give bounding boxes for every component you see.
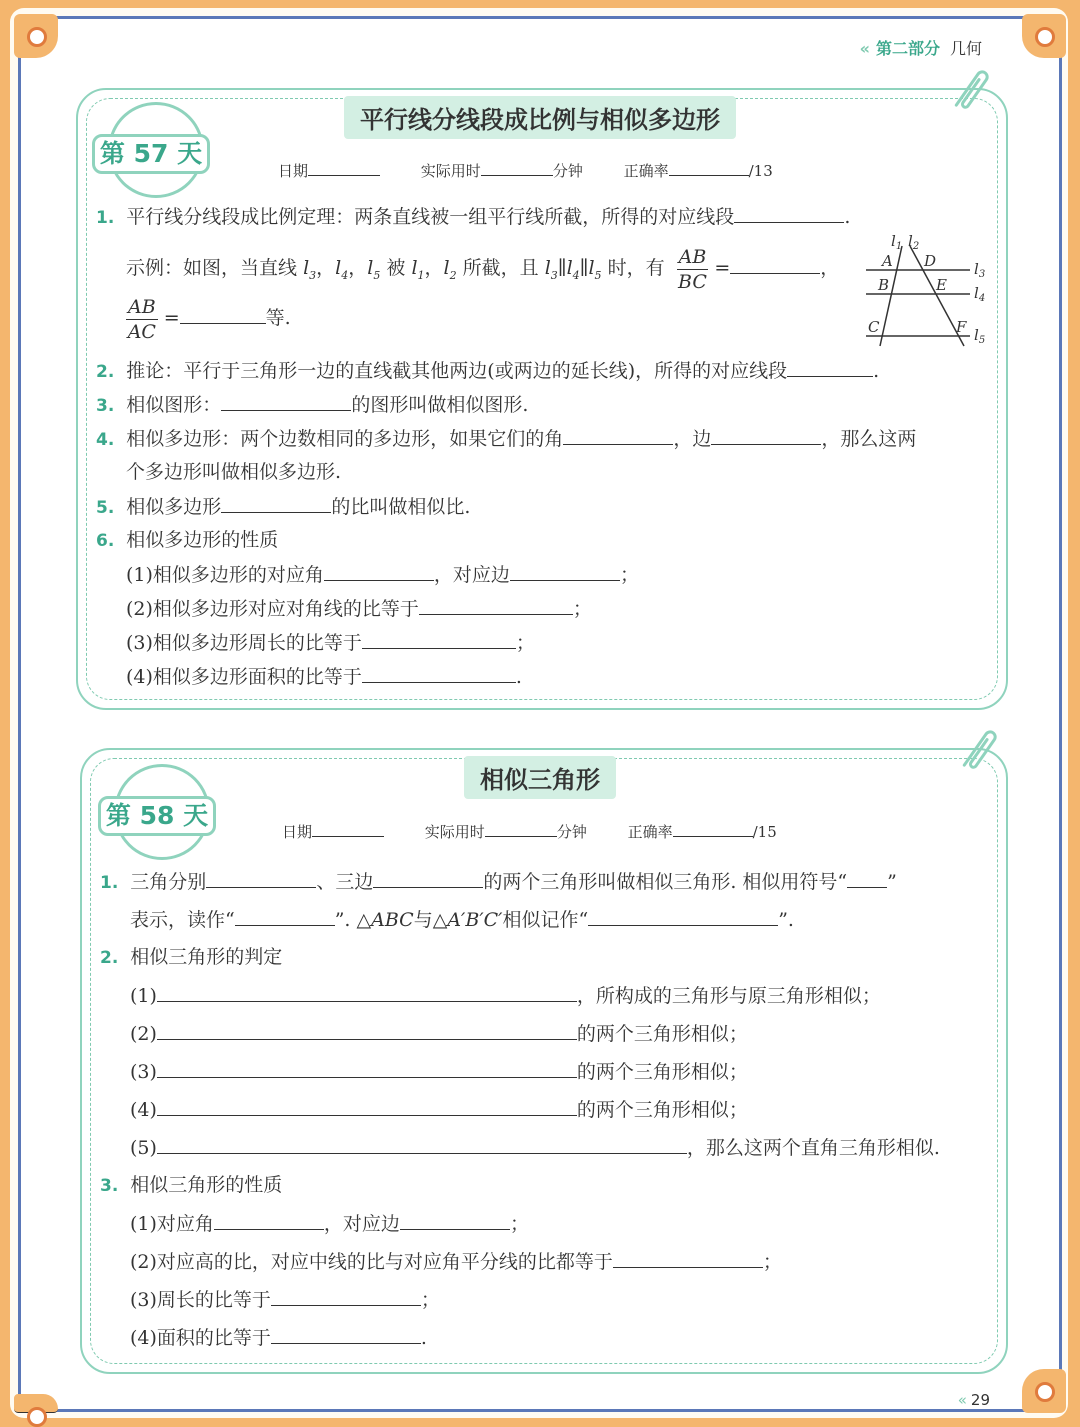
answer-blank[interactable] (730, 255, 820, 274)
answer-blank[interactable] (157, 1135, 687, 1154)
answer-blank[interactable] (419, 596, 573, 615)
answer-blank[interactable] (613, 1249, 763, 1268)
day58-s2: (2)对应高的比，对应中线的比与对应角平分线的比都等于 ； (130, 1251, 782, 1273)
day57-q4-cont: 个多边形叫做相似多边形. (126, 461, 342, 483)
answer-blank[interactable] (362, 630, 516, 649)
total-label: /15 (752, 823, 777, 841)
figure-label: $l_1$ (891, 232, 903, 252)
day58-j4: (4) 的两个三角形相似； (130, 1099, 748, 1121)
day58-s1: (1)对应角 ，对应边 ； (130, 1213, 529, 1235)
page-number: « 29 (957, 1391, 990, 1409)
day57-q5: 5. 相似多边形 的比叫做相似比. (96, 496, 471, 518)
accuracy-label: 正确率 (627, 823, 673, 841)
day57-p3: (3)相似多边形周长的比等于 ； (126, 632, 535, 654)
day57-q6: 6. 相似多边形的性质 (96, 529, 279, 551)
answer-blank[interactable] (157, 1059, 577, 1078)
answer-blank[interactable] (563, 426, 673, 445)
double-chevron-icon: « (957, 1391, 967, 1409)
fraction-ab-bc: $\frac{AB}{BC}$ (678, 245, 707, 293)
figure-label: B (878, 276, 890, 294)
fraction-ab-ac: $\frac{AB}{AC}$ (127, 295, 156, 343)
accuracy-label: 正确率 (623, 162, 669, 180)
day57-example: 示例：如图，当直线 $l_3$，$l_4$，$l_5$ 被 $l_1$，$l_2$ 所截，且 $l_3\parallel l_4\parallel l_5$ 时，有 $\frac{AB}{BC}$ = ， (126, 245, 840, 293)
part-label: 第二部分 (875, 39, 940, 58)
answer-blank[interactable] (157, 983, 577, 1002)
figure-label: D (924, 252, 937, 270)
day58-badge-label: 第 58 天 (98, 796, 216, 836)
day58-q1: 1. 三角分别 、三边 的两个三角形叫做相似三角形. 相似用符号“ ” (100, 871, 897, 893)
answer-blank[interactable] (157, 1021, 577, 1040)
day58-meta (282, 821, 777, 842)
answer-blank[interactable] (157, 1097, 577, 1116)
answer-blank[interactable] (221, 392, 351, 411)
time-label: 实际用时 (424, 823, 485, 841)
time-label: 实际用时 (420, 162, 481, 180)
time-field[interactable] (481, 175, 553, 176)
answer-blank[interactable] (734, 204, 844, 223)
answer-blank[interactable] (235, 907, 335, 926)
answer-blank[interactable] (221, 494, 331, 513)
answer-blank[interactable] (711, 426, 821, 445)
day58-j2: (2) 的两个三角形相似； (130, 1023, 748, 1045)
day58-j5: (5) ，那么这两个直角三角形相似. (130, 1137, 940, 1159)
day58-title: 相似三角形 (464, 756, 616, 799)
figure-label: $l_3$ (974, 260, 986, 280)
day57-badge (92, 102, 214, 206)
figure-label: C (868, 318, 880, 336)
day58-s3: (3)周长的比等于 ； (130, 1289, 440, 1311)
day58-badge (98, 764, 220, 868)
day58-q3: 3. 相似三角形的性质 (100, 1174, 283, 1196)
day58-q2: 2. 相似三角形的判定 (100, 946, 283, 968)
subject-label: 几何 (949, 39, 982, 58)
answer-blank[interactable] (180, 305, 266, 324)
answer-blank[interactable] (324, 562, 434, 581)
answer-blank[interactable] (400, 1211, 510, 1230)
figure-label: F (956, 318, 967, 336)
section-header (860, 36, 982, 59)
date-label: 日期 (282, 823, 313, 841)
day57-meta (278, 160, 773, 181)
day57-p4: (4)相似多边形面积的比等于 . (126, 666, 522, 688)
answer-blank[interactable] (373, 869, 483, 888)
day57-q4: 4. 相似多边形：两个边数相同的多边形，如果它们的角 ，边 ，那么这两 (96, 428, 917, 450)
day57-p2: (2)相似多边形对应对角线的比等于 ； (126, 598, 592, 620)
accuracy-field[interactable] (673, 836, 753, 837)
day57-q2: 2. 推论：平行于三角形一边的直线截其他两边(或两边的延长线)，所得的对应线段 . (96, 360, 880, 382)
day57-badge-label: 第 57 天 (92, 134, 210, 174)
day58-q1-cont: 表示，读作“ ”. △ABC与△A′B′C′相似记作“ ”. (130, 909, 794, 931)
figure-label: $l_5$ (974, 326, 986, 346)
parallel-lines-figure (858, 232, 998, 348)
answer-blank[interactable] (510, 562, 620, 581)
answer-blank[interactable] (362, 664, 516, 683)
day57-example-2: $\frac{AB}{AC}$ = 等. (127, 295, 291, 343)
date-field[interactable] (312, 836, 384, 837)
figure-label: E (936, 276, 947, 294)
day57-q3: 3. 相似图形： 的图形叫做相似图形. (96, 394, 529, 416)
corner-ornament-icon (14, 1394, 58, 1413)
answer-blank[interactable] (847, 869, 887, 888)
figure-label: $l_4$ (974, 284, 986, 304)
minutes-label: 分钟 (556, 823, 587, 841)
day58-j1: (1) ，所构成的三角形与原三角形相似； (130, 985, 881, 1007)
day57-q1: 1. 平行线分线段成比例定理：两条直线被一组平行线所截，所得的对应线段 . (96, 206, 851, 228)
day58-s4: (4)面积的比等于 . (130, 1327, 427, 1349)
corner-ornament-icon (1022, 14, 1066, 58)
day58-j3: (3) 的两个三角形相似； (130, 1061, 748, 1083)
day57-p1: (1)相似多边形的对应角 ，对应边 ； (126, 564, 639, 586)
time-field[interactable] (485, 836, 557, 837)
accuracy-field[interactable] (669, 175, 749, 176)
answer-blank[interactable] (214, 1211, 324, 1230)
answer-blank[interactable] (271, 1325, 421, 1344)
answer-blank[interactable] (206, 869, 316, 888)
answer-blank[interactable] (787, 358, 873, 377)
corner-ornament-icon (1022, 1369, 1066, 1413)
figure-label: A (882, 252, 893, 270)
date-field[interactable] (308, 175, 380, 176)
day57-title: 平行线分线段成比例与相似多边形 (344, 96, 736, 139)
date-label: 日期 (278, 162, 309, 180)
answer-blank[interactable] (271, 1287, 421, 1306)
minutes-label: 分钟 (552, 162, 583, 180)
figure-label: $l_2$ (908, 232, 920, 252)
answer-blank[interactable] (588, 907, 778, 926)
double-chevron-icon: « (859, 39, 870, 58)
total-label: /13 (748, 162, 773, 180)
corner-ornament-icon (14, 14, 58, 58)
